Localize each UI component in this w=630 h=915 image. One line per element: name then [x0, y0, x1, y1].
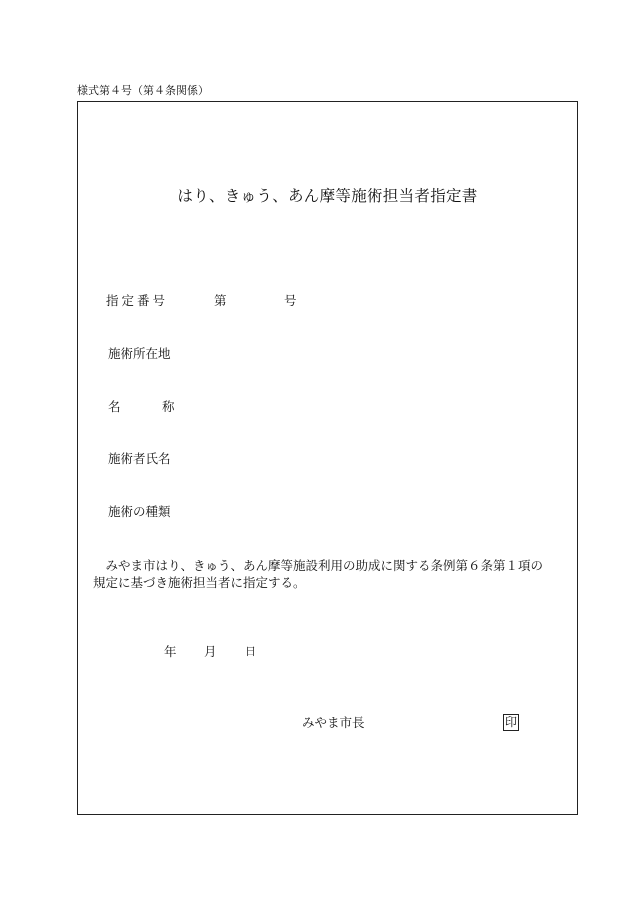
- designation-number-go: 号: [284, 293, 297, 308]
- date-year-label: 年: [164, 644, 177, 659]
- designation-number-dai: 第: [214, 293, 227, 308]
- date-day-label: 日: [245, 645, 256, 658]
- document-frame: [77, 101, 578, 815]
- practitioner-label: 施術者氏名: [108, 451, 171, 466]
- name-label-part2: 称: [162, 399, 175, 414]
- date-month-label: 月: [204, 644, 217, 659]
- form-number: 様式第４号（第４条関係）: [77, 84, 209, 97]
- address-label: 施術所在地: [108, 346, 171, 361]
- treatment-type-label: 施術の種類: [108, 504, 171, 519]
- designation-number-label: 指定番号: [106, 293, 169, 308]
- issuer-name: みやま市長: [302, 715, 365, 730]
- document-title: はり、きゅう、あん摩等施術担当者指定書: [177, 187, 478, 205]
- seal-mark: 印: [504, 715, 517, 729]
- designation-statement: みやま市はり、きゅう、あん摩等施設利用の助成に関する条例第６条第１項の規定に基づき施術担当者に指定する。: [93, 558, 544, 590]
- name-label-part1: 名: [108, 399, 121, 414]
